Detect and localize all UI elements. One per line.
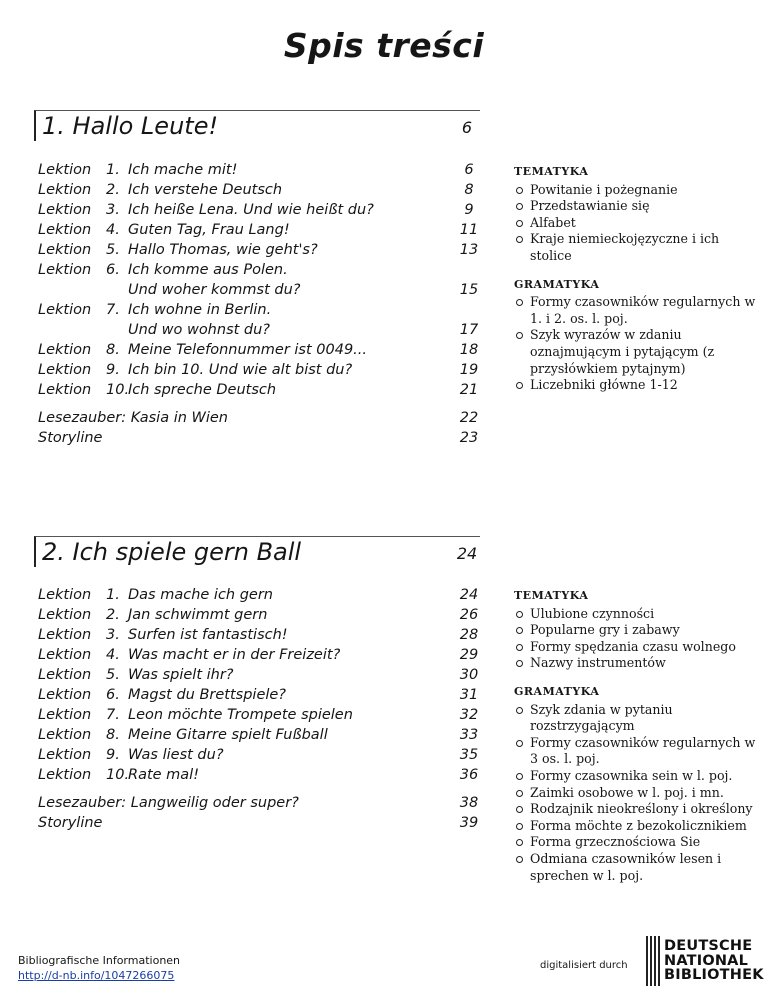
lesson-row: [38, 180, 484, 200]
lesson-title: Ich heiße Lena. Und wie heißt du?: [128, 202, 374, 218]
lesson-label: Lektion: [38, 747, 92, 763]
lesson-title-wrap: [128, 300, 454, 340]
chapter-2-heading: 2. Ich spiele gern Ball: [34, 536, 480, 567]
gramatyka-heading: GRAMATYKA: [514, 684, 600, 698]
chapter-1-page: 6: [461, 118, 473, 137]
gramatyka-item: Forma grzecznościowa Sie: [514, 834, 764, 851]
lesson-number: 1.: [106, 162, 120, 178]
lesson-title: Guten Tag, Frau Lang!: [128, 222, 290, 238]
gramatyka-heading: GRAMATYKA: [514, 277, 600, 291]
lesson-title: Meine Telefonnummer ist 0049...: [128, 342, 368, 358]
lesson-title-wrap: [128, 745, 454, 765]
lesson-page: 29: [459, 647, 479, 663]
chapter-1-heading: 1. Hallo Leute!: [34, 110, 480, 141]
lesson-title: Ich bin 10. Und wie alt bist du?: [128, 362, 353, 378]
lesson-page: 31: [459, 687, 479, 703]
chapter-1-topics: [514, 164, 764, 406]
lesson-title-wrap: [128, 725, 454, 745]
lesson-row: [38, 360, 484, 380]
tematyka-heading: TEMATYKA: [514, 165, 589, 178]
chapter-1-lesson-list: [38, 160, 484, 448]
lesson-label: Lektion: [38, 647, 92, 663]
lesson-label: Lektion: [38, 667, 92, 683]
dnb-line-1: DEUTSCHE: [664, 938, 753, 954]
chapter-2-topics: [514, 588, 764, 896]
lesson-row: [38, 645, 484, 665]
dnb-line-2: NATIONAL: [664, 952, 749, 969]
dnb-line-3: BIBLIOTHEK: [664, 967, 764, 983]
tematyka-item: Popularne gry i zabawy: [514, 622, 764, 639]
lesson-number: 6.: [106, 262, 120, 278]
lesson-number: 9.: [106, 362, 120, 378]
lesson-title-wrap: [128, 705, 454, 725]
lesson-title-wrap: [128, 220, 454, 240]
lesson-number: 10.: [106, 767, 130, 783]
lesson-title-wrap: [128, 765, 454, 785]
lesson-row: [38, 705, 484, 725]
lesson-number: 2.: [106, 607, 120, 623]
lesson-label: Lektion: [38, 382, 92, 398]
extra-title: Storyline: [38, 815, 103, 831]
lesson-number: 10.: [106, 382, 130, 398]
lesson-page: 17: [459, 322, 479, 338]
lesson-title: Leon möchte Trompete spielen: [128, 707, 353, 723]
bibliographic-link[interactable]: http://d-nb.info/1047266075: [18, 969, 175, 982]
lesson-number: 3.: [106, 627, 120, 643]
tematyka-item: Ulubione czynności: [514, 606, 764, 623]
lesson-title: Meine Gitarre spielt Fußball: [128, 727, 328, 743]
gramatyka-item: Rodzajnik nieokreślony i określony: [514, 801, 764, 818]
lesson-page: 13: [459, 242, 479, 258]
gramatyka-item: Formy czasowników regularnych w 1. i 2. os. l. poj.: [514, 294, 764, 327]
lesson-page: 15: [459, 282, 479, 298]
lesson-number: 6.: [106, 687, 120, 703]
lesson-title-wrap: [128, 625, 454, 645]
extra-row: [38, 408, 484, 428]
chapter-2-page: 24: [456, 544, 478, 563]
lesson-page: 36: [459, 767, 479, 783]
lesson-label: Lektion: [38, 727, 92, 743]
tematyka-list: [514, 182, 764, 265]
lesson-title-wrap: [128, 340, 454, 360]
digitized-by-label: digitalisiert durch: [540, 960, 628, 971]
lesson-page: 33: [459, 727, 479, 743]
lesson-page: 11: [459, 222, 479, 238]
lesson-label: Lektion: [38, 202, 92, 218]
lesson-title-wrap: [128, 685, 454, 705]
lesson-title: Surfen ist fantastisch!: [128, 627, 288, 643]
tematyka-item: Formy spędzania czasu wolnego: [514, 639, 764, 656]
extra-row: [38, 428, 484, 448]
lesson-title-wrap: [128, 240, 454, 260]
lesson-label: Lektion: [38, 242, 92, 258]
lesson-title-wrap: [128, 360, 454, 380]
spacer: [38, 400, 484, 408]
lesson-row: [38, 200, 484, 220]
tematyka-heading: TEMATYKA: [514, 589, 589, 602]
chapter-2-lesson-list: [38, 585, 484, 833]
tematyka-item: Kraje niemieckojęzyczne i ich stolice: [514, 231, 764, 264]
lesson-row: [38, 380, 484, 400]
extra-row: [38, 813, 484, 833]
lesson-label: Lektion: [38, 302, 92, 318]
gramatyka-list: [514, 294, 764, 394]
spacer: [38, 785, 484, 793]
lesson-title: Rate mal!: [128, 767, 200, 783]
lesson-title: Was macht er in der Freizeit?: [128, 647, 341, 663]
lesson-title: Ich komme aus Polen.: [128, 262, 288, 278]
extra-title: Storyline: [38, 430, 103, 446]
lesson-number: 4.: [106, 222, 120, 238]
bibliographic-label: Bibliografische Informationen: [18, 954, 181, 967]
lesson-title: Was liest du?: [128, 747, 224, 763]
lesson-title: Ich spreche Deutsch: [128, 382, 277, 398]
gramatyka-item: Liczebniki główne 1-12: [514, 377, 764, 394]
lesson-title: Jan schwimmt gern: [128, 607, 268, 623]
extra-page: 38: [459, 795, 479, 811]
lesson-title-wrap: [128, 260, 454, 300]
tematyka-item: Nazwy instrumentów: [514, 655, 764, 672]
lesson-row: [38, 765, 484, 785]
lesson-title-wrap: [128, 380, 454, 400]
lesson-title-wrap: [128, 665, 454, 685]
tematyka-list: [514, 606, 764, 672]
lesson-row: [38, 745, 484, 765]
lesson-number: 8.: [106, 342, 120, 358]
lesson-label: Lektion: [38, 587, 92, 603]
lesson-page: 19: [459, 362, 479, 378]
lesson-label: Lektion: [38, 767, 92, 783]
dnb-logo-text: [664, 939, 764, 983]
lesson-number: 9.: [106, 747, 120, 763]
extra-page: 23: [459, 430, 479, 446]
lesson-label: Lektion: [38, 342, 92, 358]
extra-row: [38, 793, 484, 813]
lesson-page: 32: [459, 707, 479, 723]
lesson-page: 35: [459, 747, 479, 763]
lesson-number: 5.: [106, 242, 120, 258]
lesson-title: Was spielt ihr?: [128, 667, 234, 683]
lesson-label: Lektion: [38, 362, 92, 378]
lesson-row: [38, 240, 484, 260]
lesson-row: [38, 340, 484, 360]
lesson-page: 30: [459, 667, 479, 683]
lesson-title-line2: Und woher kommst du?: [128, 282, 301, 298]
lesson-page: 21: [459, 382, 479, 398]
lesson-page: 6: [464, 162, 474, 178]
lesson-title-wrap: [128, 605, 454, 625]
lesson-number: 2.: [106, 182, 120, 198]
lesson-label: Lektion: [38, 687, 92, 703]
lesson-row: [38, 625, 484, 645]
gramatyka-list: [514, 702, 764, 885]
gramatyka-item: Odmiana czasowników lesen i sprechen w l. poj.: [514, 851, 764, 884]
lesson-number: 3.: [106, 202, 120, 218]
lesson-label: Lektion: [38, 262, 92, 278]
lesson-number: 5.: [106, 667, 120, 683]
lesson-number: 7.: [106, 302, 120, 318]
extra-title: Lesezauber: Kasia in Wien: [38, 410, 229, 426]
lesson-row: [38, 585, 484, 605]
extra-title: Lesezauber: Langweilig oder super?: [38, 795, 299, 811]
gramatyka-item: Formy czasownika sein w l. poj.: [514, 768, 764, 785]
bibliographic-info: [18, 953, 180, 983]
lesson-title: Ich mache mit!: [128, 162, 238, 178]
lesson-title-wrap: [128, 200, 454, 220]
lesson-page: 18: [459, 342, 479, 358]
lesson-row: [38, 725, 484, 745]
tematyka-item: Alfabet: [514, 215, 764, 232]
gramatyka-item: Szyk zdania w pytaniu rozstrzygającym: [514, 702, 764, 735]
lesson-title-wrap: [128, 180, 454, 200]
extra-page: 39: [459, 815, 479, 831]
lesson-number: 1.: [106, 587, 120, 603]
gramatyka-item: Formy czasowników regularnych w 3 os. l. poj.: [514, 735, 764, 768]
lesson-page: 28: [459, 627, 479, 643]
lesson-title-wrap: [128, 645, 454, 665]
lesson-page: 9: [464, 202, 474, 218]
lesson-page: 26: [459, 607, 479, 623]
extra-page: 22: [459, 410, 479, 426]
lesson-page: 8: [464, 182, 474, 198]
lesson-title: Magst du Brettspiele?: [128, 687, 287, 703]
lesson-label: Lektion: [38, 607, 92, 623]
lesson-number: 8.: [106, 727, 120, 743]
lesson-row: [38, 160, 484, 180]
lesson-row: [38, 220, 484, 240]
lesson-row: [38, 300, 484, 340]
lesson-label: Lektion: [38, 162, 92, 178]
lesson-number: 4.: [106, 647, 120, 663]
lesson-label: Lektion: [38, 627, 92, 643]
lesson-label: Lektion: [38, 222, 92, 238]
lesson-title-wrap: [128, 585, 454, 605]
lesson-row: [38, 685, 484, 705]
lesson-row: [38, 605, 484, 625]
gramatyka-item: Szyk wyrazów w zdaniu oznajmującym i pytającym (z przysłówkiem pytajnym): [514, 327, 764, 377]
lesson-title: Ich wohne in Berlin.: [128, 302, 272, 318]
lesson-label: Lektion: [38, 182, 92, 198]
lesson-row: [38, 260, 484, 300]
lesson-label: Lektion: [38, 707, 92, 723]
lesson-title: Das mache ich gern: [128, 587, 273, 603]
gramatyka-item: Zaimki osobowe w l. poj. i mn.: [514, 785, 764, 802]
tematyka-item: Powitanie i pożegnanie: [514, 182, 764, 199]
lesson-title-wrap: [128, 160, 454, 180]
lesson-title-line2: Und wo wohnst du?: [128, 322, 271, 338]
gramatyka-item: Forma möchte z bezokolicznikiem: [514, 818, 764, 835]
lesson-page: 24: [459, 587, 479, 603]
page-title: Spis treści: [283, 26, 485, 65]
lesson-title: Ich verstehe Deutsch: [128, 182, 283, 198]
lesson-title: Hallo Thomas, wie geht's?: [128, 242, 318, 258]
lesson-row: [38, 665, 484, 685]
lesson-number: 7.: [106, 707, 120, 723]
tematyka-item: Przedstawianie się: [514, 198, 764, 215]
